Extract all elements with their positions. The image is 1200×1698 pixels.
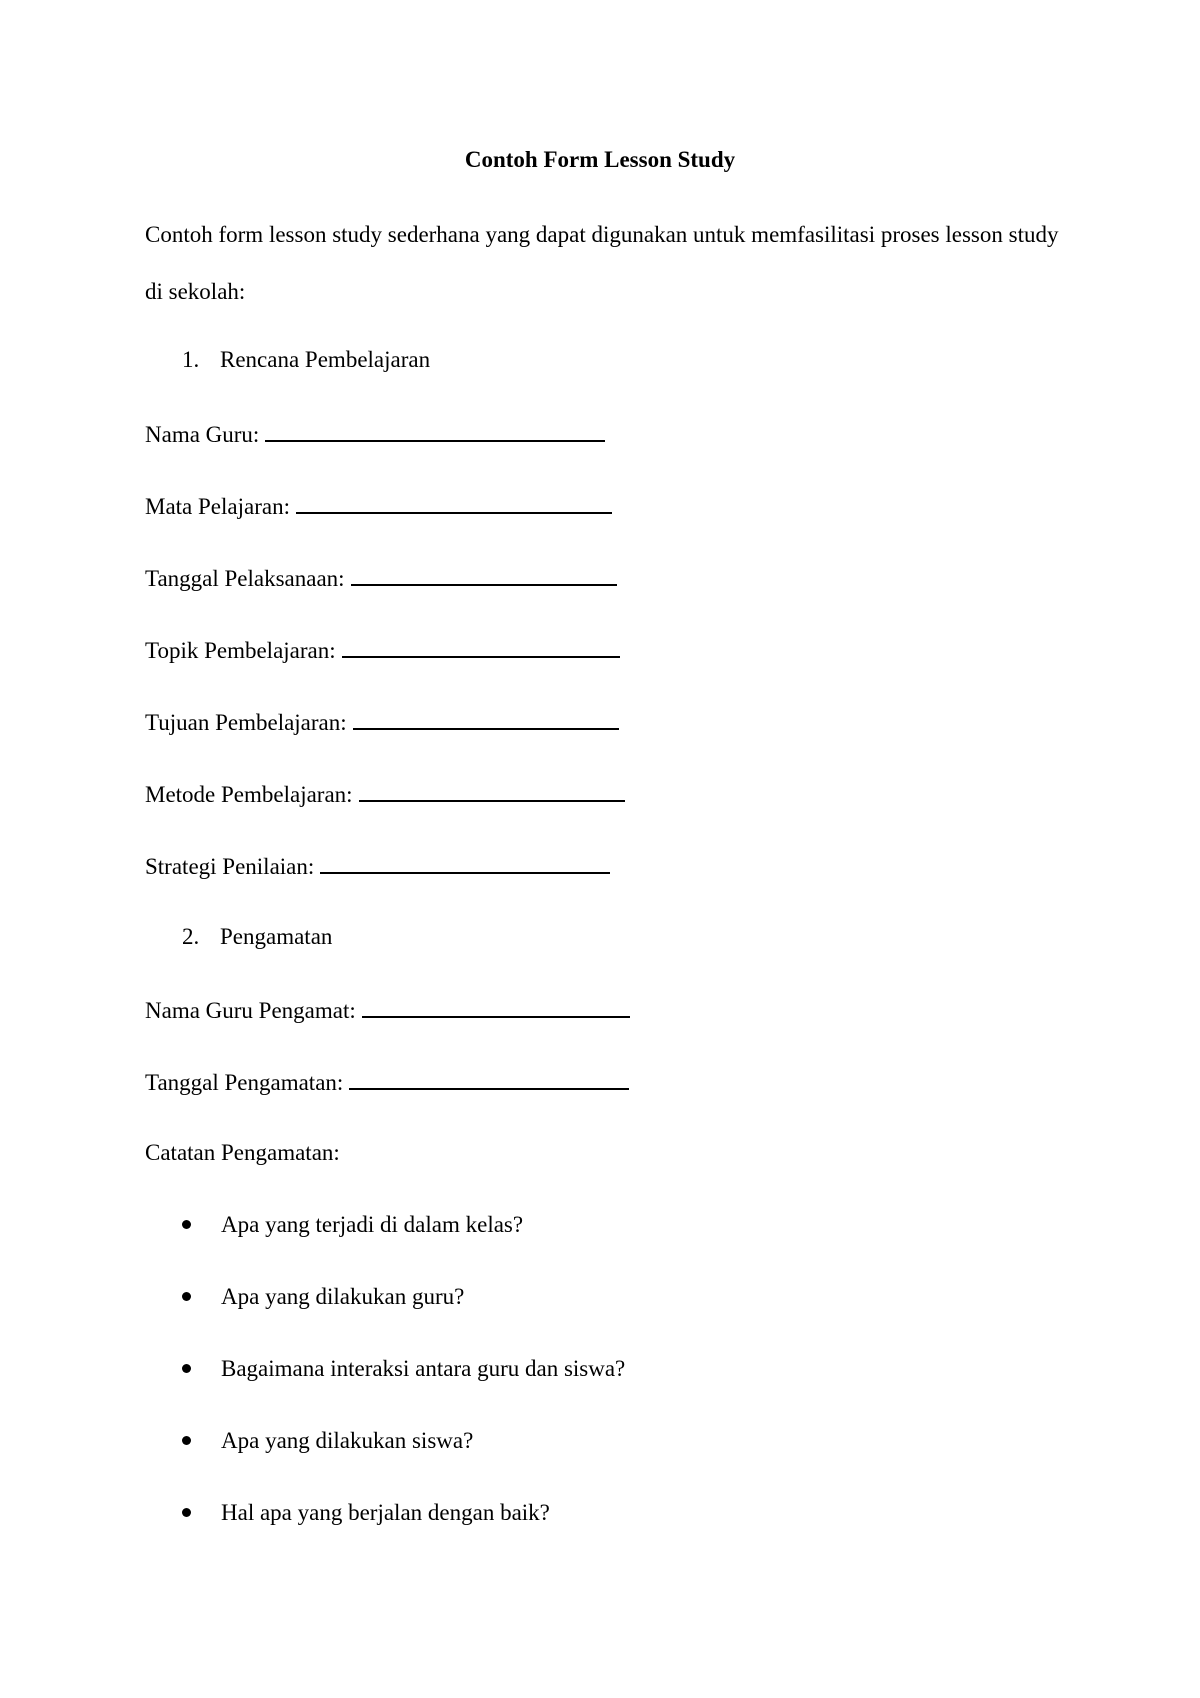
blank-line-input[interactable] <box>342 634 620 658</box>
bullet-icon <box>182 1436 191 1445</box>
field-tanggal-pelaksanaan <box>145 562 617 594</box>
list-item <box>145 1354 625 1384</box>
section-2-heading <box>145 922 332 952</box>
notes-label: Catatan Pengamatan: <box>145 1140 340 1165</box>
field-label: Mata Pelajaran: <box>145 494 290 519</box>
question-text: Apa yang terjadi di dalam kelas? <box>221 1212 524 1237</box>
field-label: Strategi Penilaian: <box>145 854 315 879</box>
bullet-icon <box>182 1364 191 1373</box>
field-tanggal-pengamatan <box>145 1066 629 1098</box>
section-1-number: 1. <box>182 347 200 372</box>
field-nama-guru-pengamat <box>145 994 630 1026</box>
list-item <box>145 1210 523 1240</box>
blank-line-input[interactable] <box>351 562 617 586</box>
bullet-icon <box>182 1508 191 1517</box>
section-2-title: Pengamatan <box>220 924 333 949</box>
field-strategi-penilaian <box>145 850 610 882</box>
bullet-icon <box>182 1292 191 1301</box>
field-label: Nama Guru: <box>145 422 260 447</box>
question-text: Bagaimana interaksi antara guru dan siswa? <box>221 1356 626 1381</box>
list-item <box>145 1426 473 1456</box>
field-label: Nama Guru Pengamat: <box>145 998 356 1023</box>
list-item <box>145 1282 464 1312</box>
field-label: Metode Pembelajaran: <box>145 782 353 807</box>
field-label: Tanggal Pelaksanaan: <box>145 566 345 591</box>
question-text: Apa yang dilakukan guru? <box>221 1284 465 1309</box>
list-item <box>145 1498 550 1528</box>
blank-line-input[interactable] <box>359 778 625 802</box>
question-text: Hal apa yang berjalan dengan baik? <box>221 1500 550 1525</box>
section-1-title: Rencana Pembelajaran <box>220 347 431 372</box>
field-tujuan-pembelajaran <box>145 706 619 738</box>
section-1-heading <box>145 345 430 375</box>
blank-line-input[interactable] <box>362 994 630 1018</box>
blank-line-input[interactable] <box>296 490 612 514</box>
field-label: Tanggal Pengamatan: <box>145 1070 344 1095</box>
intro-paragraph: Contoh form lesson study sederhana yang dapat digunakan untuk memfasilitasi proses lesson study di sekolah: <box>145 222 1059 304</box>
blank-line-input[interactable] <box>353 706 619 730</box>
field-metode-pembelajaran <box>145 778 625 810</box>
blank-line-input[interactable] <box>265 418 605 442</box>
blank-line-input[interactable] <box>349 1066 629 1090</box>
field-nama-guru <box>145 418 605 450</box>
blank-line-input[interactable] <box>320 850 610 874</box>
question-text: Apa yang dilakukan siswa? <box>221 1428 474 1453</box>
field-label: Topik Pembelajaran: <box>145 638 336 663</box>
document-title: Contoh Form Lesson Study <box>464 147 736 172</box>
field-topik-pembelajaran <box>145 634 620 666</box>
field-label: Tujuan Pembelajaran: <box>145 710 347 735</box>
section-2-number: 2. <box>182 924 200 949</box>
field-mata-pelajaran <box>145 490 612 522</box>
bullet-icon <box>182 1220 191 1229</box>
